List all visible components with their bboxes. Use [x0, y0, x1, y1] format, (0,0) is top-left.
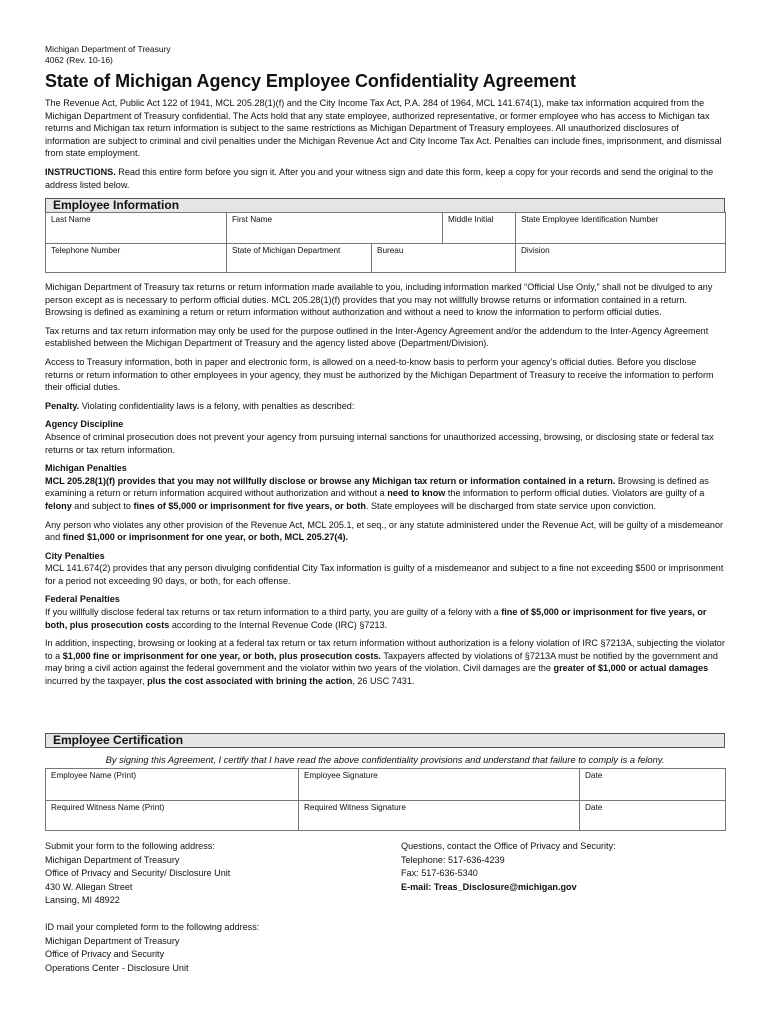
mi-text-1: MCL 205.28(1)(f) provides that you may not willfully disclose or browse any Michigan tax return or information contained in a return.: [45, 475, 616, 486]
middle-initial-label: Middle Initial: [448, 215, 494, 224]
witness-name-label: Required Witness Name (Print): [51, 803, 165, 812]
witness-signature-label: Required Witness Signature: [304, 803, 406, 812]
bureau-field[interactable]: [372, 244, 516, 273]
contact-phone: Telephone: 517-636-4239: [401, 854, 505, 865]
submit-line-1: Michigan Department of Treasury: [45, 854, 180, 865]
additional-penalties-text: [45, 637, 725, 687]
submit-line-3: 430 W. Allegan Street: [45, 881, 133, 892]
city-penalties-heading: City Penalties: [45, 550, 105, 561]
form-header: [45, 44, 171, 66]
contact-intro: Questions, contact the Office of Privacy and Security:: [401, 841, 616, 851]
telephone-label: Telephone Number: [51, 246, 121, 255]
certification-table: [45, 768, 726, 831]
paragraph-official-use: Michigan Department of Treasury tax returns or return information made available to you, including information marked “Official Use Only,” shall not be divulged to any person except as is necessary to perform official duties. MCL 205.28(1)(f) provides that you may not willfully browse returns or information contained in a return. Browsing is defined as examining a return or return information without authorization and without a need to know the information to perform official duties.: [45, 282, 713, 318]
add-text-5: incurred by the taxpayer,: [45, 676, 148, 687]
bureau-label: Bureau: [377, 246, 404, 255]
add-text-4: greater of $1,000 or actual damages: [553, 663, 709, 674]
mi-text-3: need to know: [387, 488, 446, 499]
employee-signature-field[interactable]: [299, 769, 580, 801]
other-violations-text: [45, 519, 725, 544]
federal-penalties-text: [45, 606, 725, 631]
employee-name-field[interactable]: [46, 769, 299, 801]
witness-date-label: Date: [585, 803, 603, 812]
middle-initial-field[interactable]: [443, 213, 516, 244]
agency-name: Michigan Department of Treasury: [45, 44, 171, 54]
other-text-1: Any person who violates any other provision of the Revenue Act, MCL 205.1, et seq., or any statute administered under the Revenue Act, will be guilty of a misdemeanor and: [45, 519, 724, 543]
certification-statement: By signing this Agreement, I certify that I have read the above confidentiality provisions and understand that failure to comply is a felony.: [105, 755, 665, 765]
interoffice-line-2: Office of Privacy and Security: [45, 949, 165, 960]
intro-paragraph: The Revenue Act, Public Act 122 of 1941, MCL 205.28(1)(f) and the City Income Tax Act, P.A. 284 of 1964, MCL 141.674(1), make tax information acquired from the Michigan Department of Treasury confidential. The Acts hold that any state employee, authorized representative, or former employee who has access to Michigan tax returns and Michigan tax return information is subject to the same restrictions as Michigan Department of Treasury employees. All unauthorized disclosures of information are subject to criminal and civil penalties under the Michigan Revenue Act and City Income Tax Act. Penalties can include fines, imprisonment, and dismissal from state employment.: [45, 98, 722, 159]
paragraph-penalty: [45, 400, 725, 413]
mi-text-8: . State employees will be discharged from state service upon conviction.: [365, 500, 657, 511]
body-text: [45, 281, 725, 688]
employee-date-label: Date: [585, 771, 603, 780]
mi-text-6: and subject to: [71, 500, 134, 511]
first-name-label: First Name: [232, 215, 273, 224]
state-employee-id-field[interactable]: [516, 213, 726, 244]
paragraph-inter-agency: Tax returns and tax return information may only be used for the purpose outlined in the Inter-Agency Agreement and/or the addendum to the Inter-Agency Agreement established between the Michigan Department of Treasury and the agency listed above (Department/Division).: [45, 325, 709, 349]
other-text-2: fined $1,000 or imprisonment for one year, or both, MCL 205.27(4).: [62, 532, 349, 543]
submit-line-4: Lansing, MI 48922: [45, 895, 120, 906]
mi-text-2: Browsing is defined as examining a return or return information acquired without authorization and without a: [45, 475, 709, 499]
contact-info: [401, 840, 616, 894]
mi-text-7: fines of $5,000 or imprisonment for five years, or both: [133, 500, 366, 511]
department-field[interactable]: [227, 244, 372, 273]
first-name-field[interactable]: [227, 213, 443, 244]
federal-penalties-heading: Federal Penalties: [45, 594, 120, 605]
contact-fax: Fax: 517-636-5340: [401, 868, 478, 879]
mi-text-4: the information to perform official duties. Violators are guilty of a: [445, 488, 705, 499]
telephone-field[interactable]: [46, 244, 227, 273]
add-text-1: In addition, inspecting, browsing or looking at a federal tax return or tax return information without authorization is a felony violation of IRC §7213A, subjecting the violator to a: [45, 638, 725, 661]
penalty-label: Penalty.: [45, 400, 80, 411]
interoffice-line-3: Operations Center - Disclosure Unit: [45, 962, 189, 973]
employee-date-field[interactable]: [580, 769, 726, 801]
interoffice-line-1: Michigan Department of Treasury: [45, 935, 180, 946]
add-text-6: plus the cost associated with brining the action: [147, 676, 353, 687]
michigan-penalties-text: [45, 475, 725, 513]
city-penalties-text: MCL 141.674(2) provides that any person divulging confidential City Tax information is guilty of a misdemeanor and subject to a fine not exceeding $500 or imprisonment for a period not exceeding 90 days, or both, for each offense.: [45, 563, 724, 586]
department-label: State of Michigan Department: [232, 246, 341, 255]
state-employee-id-label: State Employee Identification Number: [521, 215, 659, 224]
employee-name-label: Employee Name (Print): [51, 771, 137, 780]
add-text-3: Taxpayers affected by violations of §7213A must be notified by the government and may bring a civil action against the federal government and the violator within two years of the violation. Civil damages are the: [45, 650, 718, 674]
contact-email-link[interactable]: E-mail: Treas_Disclosure@michigan.gov: [401, 881, 577, 892]
last-name-field[interactable]: [46, 213, 227, 244]
submit-address: [45, 840, 230, 908]
employee-certification-heading: Employee Certification: [45, 733, 725, 748]
instructions-paragraph: [45, 166, 725, 191]
fed-text-1: If you willfully disclose federal tax returns or tax return information to a third party, you are guilty of a felony with a: [45, 607, 502, 618]
michigan-penalties-heading: Michigan Penalties: [45, 463, 127, 474]
employee-info-table: [45, 212, 726, 273]
division-field[interactable]: [516, 244, 726, 273]
fed-text-2: fine of $5,000 or imprisonment for five years, or both, plus prosecution costs: [45, 607, 707, 630]
interoffice-address: [45, 921, 259, 975]
form-number: 4062 (Rev. 10-16): [45, 55, 113, 65]
witness-name-field[interactable]: [46, 801, 299, 831]
witness-signature-field[interactable]: [299, 801, 580, 831]
paragraph-need-to-know: Access to Treasury information, both in paper and electronic form, is allowed on a need-to-know basis to perform your agency’s official duties. Before you disclose returns or return information to other employees in your agency, they must be authorized by the Michigan Department of Treasury to receive the information to perform their official duties.: [45, 356, 714, 393]
add-text-2: $1,000 fine or imprisonment for one year, or both, plus prosecution costs.: [62, 650, 382, 661]
agency-discipline-heading: Agency Discipline: [45, 419, 124, 430]
mi-text-5: felony: [45, 500, 72, 511]
form-title: State of Michigan Agency Employee Confidentiality Agreement: [45, 71, 576, 91]
add-text-7: , 26 USC 7431.: [352, 676, 415, 687]
fed-text-3: according to the Internal Revenue Code (IRC) §7213.: [169, 619, 388, 630]
employee-signature-label: Employee Signature: [304, 771, 378, 780]
intro-block: [45, 97, 725, 191]
interoffice-intro: ID mail your completed form to the following address:: [45, 922, 260, 932]
submit-intro: Submit your form to the following address:: [45, 841, 215, 851]
submit-line-2: Office of Privacy and Security/ Disclosure Unit: [45, 868, 231, 879]
agency-discipline-text: Absence of criminal prosecution does not prevent your agency from pursuing internal sanctions for unauthorized accessing, browsing, or disclosing state or federal tax returns or tax return information.: [45, 431, 714, 455]
employee-info-heading: Employee Information: [45, 198, 725, 213]
instructions-text: Read this entire form before you sign it. After you and your witness sign and date this form, keep a copy for your records and send the original to the address listed below.: [45, 166, 714, 190]
penalty-text: Violating confidentiality laws is a felony, with penalties as described:: [79, 400, 355, 411]
witness-date-field[interactable]: [580, 801, 726, 831]
last-name-label: Last Name: [51, 215, 91, 224]
instructions-label: INSTRUCTIONS.: [45, 166, 116, 177]
division-label: Division: [521, 246, 550, 255]
